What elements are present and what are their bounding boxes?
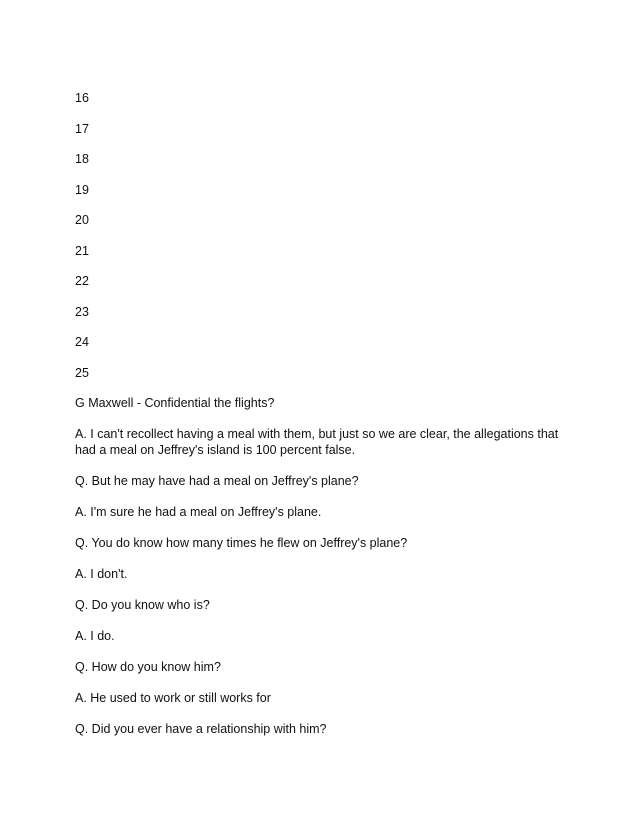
- transcript-answer: A. I can't recollect having a meal with them, but just so we are clear, the allegations that had a meal on Jeffrey's island is 100 percent false.: [75, 427, 559, 457]
- transcript-question: Q. Do you know who is?: [75, 598, 210, 612]
- transcript-answer: A. I'm sure he had a meal on Jeffrey's plane.: [75, 505, 322, 519]
- transcript-question: Q. But he may have had a meal on Jeffrey's plane?: [75, 474, 359, 488]
- transcript-answer: A. I don't.: [75, 567, 128, 581]
- transcript-answer: A. He used to work or still works for: [75, 691, 271, 705]
- line-number: 21: [75, 243, 89, 258]
- transcript-question: Q. You do know how many times he flew on Jeffrey's plane?: [75, 536, 408, 550]
- line-number: 24: [75, 335, 89, 349]
- line-number: 23: [75, 304, 89, 319]
- transcript-header-line: G Maxwell - Confidential the flights?: [75, 396, 275, 410]
- transcript-answer: A. I do.: [75, 629, 115, 643]
- line-number: 18: [75, 152, 89, 166]
- transcript-question: Q. How do you know him?: [75, 660, 221, 674]
- transcript-body: [75, 395, 565, 752]
- line-number: 19: [75, 182, 89, 197]
- transcript-question: Q. Did you ever have a relationship with him?: [75, 722, 327, 736]
- line-number: 20: [75, 213, 89, 227]
- line-number: 25: [75, 365, 89, 380]
- line-number: 16: [75, 91, 89, 105]
- line-number-column: [75, 91, 135, 396]
- line-number: 22: [75, 274, 89, 288]
- line-number: 17: [75, 121, 89, 136]
